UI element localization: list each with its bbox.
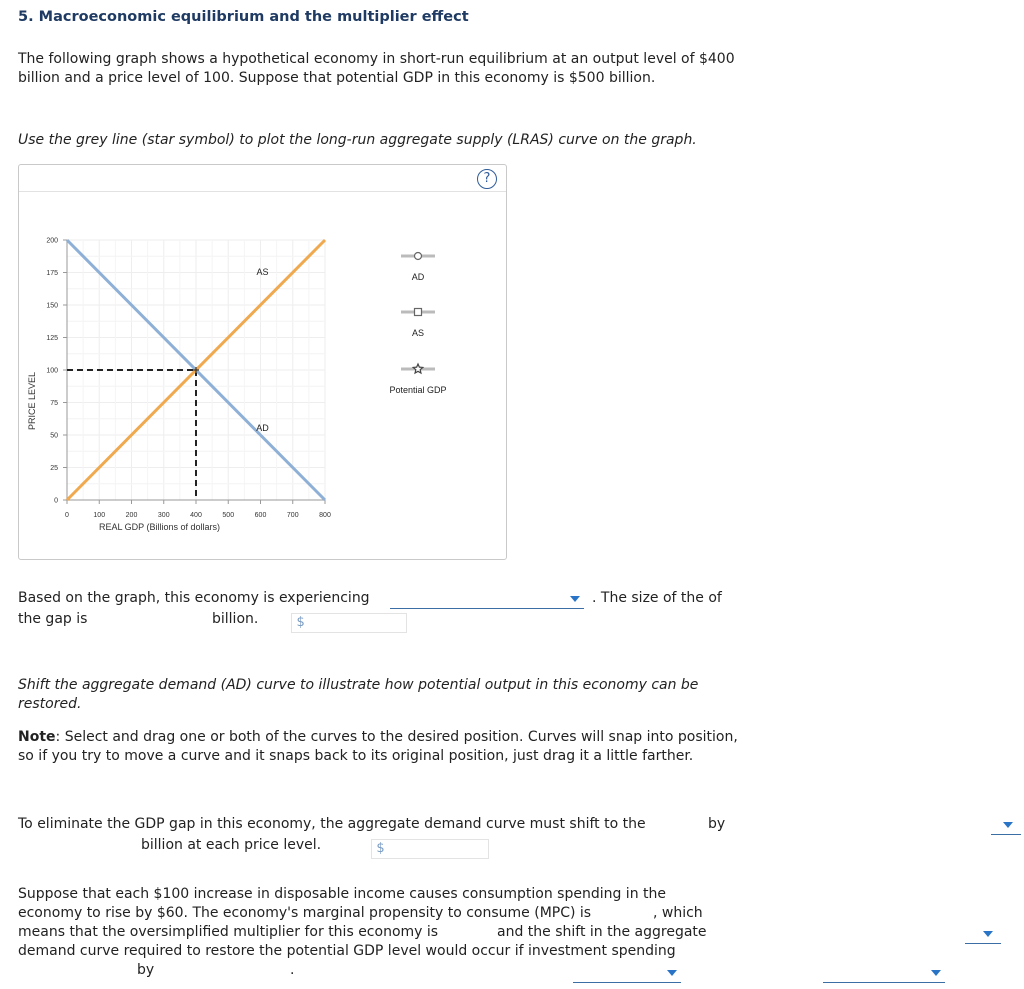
q1-text-d: billion. <box>212 611 259 627</box>
square-icon <box>415 309 422 316</box>
as-curve-label: AS <box>256 267 269 277</box>
q1-line1 <box>18 590 370 606</box>
gap-size-input[interactable] <box>291 613 407 633</box>
y-tick-label: 175 <box>46 270 58 277</box>
q2-text-b: by <box>708 816 726 832</box>
x-axis-label: REAL GDP (Billions of dollars) <box>99 522 221 532</box>
y-tick-label: 50 <box>50 432 58 440</box>
q3-line5a: by <box>137 962 155 978</box>
q3-line2a: economy to rise by $60. The economy's marginal propensity to consume (MPC) is <box>18 905 592 921</box>
q3-line5b: . <box>290 962 295 978</box>
note-paragraph <box>18 728 742 766</box>
dollar-sign: $ <box>376 841 385 856</box>
investment-amount-dropdown[interactable] <box>823 967 945 983</box>
shift-direction-dropdown[interactable] <box>991 818 1021 835</box>
x-tick-label: 800 <box>319 512 331 519</box>
q2-text-a: To eliminate the GDP gap in this economy, the aggregate demand curve must shift to the <box>18 816 646 832</box>
q2-text-c: billion at each price level. <box>141 837 322 853</box>
shift-instruction: Shift the aggregate demand (AD) curve to illustrate how potential output in this economy can be restored. <box>18 677 699 712</box>
chevron-down-icon <box>667 970 677 976</box>
q1-text-c: the gap is <box>18 611 88 627</box>
gap-type-dropdown[interactable] <box>390 592 584 609</box>
lras-instruction: Use the grey line (star symbol) to plot the long-run aggregate supply (LRAS) curve on the graph. <box>18 132 697 148</box>
y-tick-label: 0 <box>54 497 58 505</box>
intro-text: The following graph shows a hypothetical economy in short-run equilibrium at an output level of $400 billion and a price level of 100. Suppose that potential GDP in this economy is $500 billion. <box>18 51 735 86</box>
ad-as-chart[interactable] <box>19 165 506 559</box>
x-tick-label: 100 <box>93 512 106 519</box>
investment-direction-dropdown[interactable] <box>573 967 681 983</box>
circle-icon <box>415 253 422 260</box>
x-tick-label: 600 <box>254 512 267 519</box>
help-icon[interactable]: ? <box>477 169 497 189</box>
legend-label: Potential GDP <box>389 385 447 395</box>
dollar-sign: $ <box>296 615 305 630</box>
q3-line1: Suppose that each $100 increase in disposable income causes consumption spending in the <box>18 886 666 902</box>
y-tick-label: 125 <box>46 335 58 342</box>
chevron-down-icon <box>931 970 941 976</box>
ad-curve-label: AD <box>256 423 269 433</box>
y-tick-label: 200 <box>46 237 58 245</box>
star-icon <box>413 364 423 373</box>
chevron-down-icon <box>983 931 993 937</box>
x-tick-label: 0 <box>65 512 69 519</box>
question-title: 5. Macroeconomic equilibrium and the multiplier effect <box>18 9 469 25</box>
q3-line3b: and the shift in the aggregate <box>497 924 707 940</box>
note-text: : Select and drag one or both of the curves to the desired position. Curves will snap into position, so if you try to move a curve and it snaps back to its original position, just drag it a little farther. <box>18 729 738 764</box>
y-tick-label: 150 <box>46 302 58 310</box>
x-tick-label: 500 <box>222 512 235 519</box>
note-label: Note <box>18 729 56 745</box>
q3-line4: demand curve required to restore the potential GDP level would occur if investment spending <box>18 943 676 959</box>
chevron-down-icon <box>570 596 580 602</box>
y-tick-label: 25 <box>50 465 58 472</box>
y-tick-label: 100 <box>46 367 58 375</box>
q3-line2b: , which <box>653 905 703 921</box>
x-tick-label: 400 <box>190 512 202 519</box>
y-tick-label: 75 <box>50 400 58 407</box>
x-tick-label: 700 <box>286 512 299 519</box>
legend-label: AD <box>411 272 425 282</box>
q1-text-a: Based on the graph, this economy is experiencing <box>18 590 370 606</box>
x-tick-label: 300 <box>157 512 170 519</box>
q1-text-b: . The size of the of <box>592 590 722 606</box>
chart-legend <box>389 253 446 396</box>
graph-panel <box>18 164 507 560</box>
q3-line3a: means that the oversimplified multiplier for this economy is <box>18 924 439 940</box>
x-tick-label: 200 <box>125 512 138 519</box>
y-axis-label: PRICE LEVEL <box>27 371 37 431</box>
chevron-down-icon <box>1003 822 1013 828</box>
multiplier-dropdown[interactable] <box>965 928 1001 944</box>
shift-amount-input[interactable] <box>371 839 489 859</box>
legend-label: AS <box>411 328 425 338</box>
